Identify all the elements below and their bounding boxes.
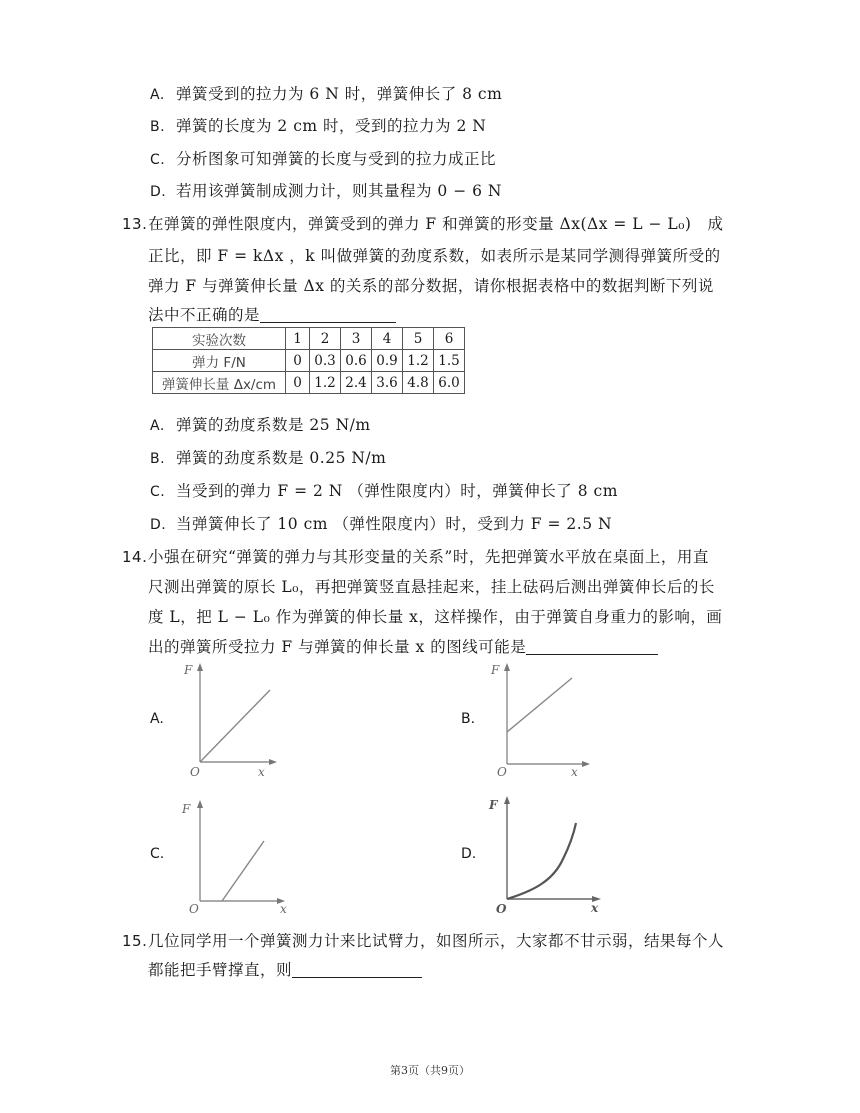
q14-line-2: 尺测出弹簧的原长 L₀，再把弹簧竖直悬挂起来，挂上砝码后测出弹簧伸长后的长 <box>148 578 715 596</box>
q14-graph-c-ylabel: F <box>182 802 191 816</box>
table-cell: 3 <box>341 328 372 350</box>
q13-number: 13. <box>122 215 148 233</box>
q14-graph-c-xlabel: x <box>280 902 287 916</box>
table-cell: 6 <box>434 328 465 350</box>
q15-number: 15. <box>122 932 148 950</box>
table-header-cell: 实验次数 <box>153 328 286 350</box>
q14-number: 14. <box>122 548 148 566</box>
table-cell: 2.4 <box>341 372 372 394</box>
table-cell: 3.6 <box>372 372 403 394</box>
q14-answer-blank[interactable] <box>526 638 658 655</box>
table-row <box>153 372 465 394</box>
q14-graph-b <box>485 660 595 780</box>
table-header-cell: 弹力 F/N <box>153 350 286 372</box>
table-cell: 1.2 <box>403 350 434 372</box>
q13-option-d: D. 当弹簧伸长了 10 cm （弹性限度内）时，受到力 F = 2.5 N <box>150 515 613 533</box>
q14-option-b-label: B. <box>461 711 476 727</box>
q14-graph-d-origin: O <box>496 902 507 916</box>
q13-option-c: C. 当受到的弹力 F = 2 N （弹性限度内）时，弹簧伸长了 8 cm <box>150 482 618 500</box>
q14-graph-d-ylabel: F <box>489 798 498 812</box>
q13-option-b: B. 弹簧的劲度系数是 0.25 N/m <box>150 449 387 467</box>
q14-option-c-label: C. <box>150 846 165 862</box>
q13-data-table <box>152 327 465 394</box>
q14-graph-d <box>483 793 608 918</box>
q14-line-1: 14.小强在研究“弹簧的弹力与其形变量的关系”时，先把弹簧水平放在桌面上，用直 <box>122 548 709 566</box>
table-cell: 4 <box>372 328 403 350</box>
q14-graph-a-ylabel: F <box>184 663 193 677</box>
q13-line-2: 正比，即 F = kΔx ，k 叫做弹簧的劲度系数，如表所示是某同学测得弹簧所受的 <box>148 247 721 265</box>
q14-graph-a <box>178 660 278 780</box>
q12-option-c: C. 分析图象可知弹簧的长度与受到的拉力成正比 <box>150 150 497 168</box>
table-cell: 1.5 <box>434 350 465 372</box>
q14-graph-a-origin: O <box>190 765 200 779</box>
q14-graph-a-xlabel: x <box>258 765 265 779</box>
q14-line-4: 出的弹簧所受拉力 F 与弹簧的伸长量 x 的图线可能是 <box>148 635 658 657</box>
q15-line-2: 都能把手臂撑直，则 <box>148 958 422 980</box>
q14-option-d-label: D. <box>461 846 477 862</box>
q13-answer-blank[interactable] <box>260 306 396 323</box>
table-cell: 0.9 <box>372 350 403 372</box>
page-footer: 第3页（共9页） <box>390 1064 470 1077</box>
q12-option-a: A. 弹簧受到的拉力为 6 N 时，弹簧伸长了 8 cm <box>150 85 503 103</box>
q15-line-1: 15.几位同学用一个弹簧测力计来比试臂力，如图所示，大家都不甘示弱，结果每个人 <box>122 932 725 950</box>
table-cell: 0.3 <box>310 350 341 372</box>
q13-line-3: 弹力 F 与弹簧伸长量 Δx 的关系的部分数据，请你根据表格中的数据判断下列说 <box>148 277 714 295</box>
q12-option-b: B. 弹簧的长度为 2 cm 时，受到的拉力为 2 N <box>150 117 487 135</box>
q14-graph-c <box>176 797 291 917</box>
table-cell: 0 <box>286 372 310 394</box>
q13-line-4: 法中不正确的是 <box>148 303 396 325</box>
table-cell: 4.8 <box>403 372 434 394</box>
q12-option-d: D. 若用该弹簧制成测力计，则其量程为 0 − 6 N <box>150 182 502 200</box>
q14-graph-b-origin: O <box>497 765 507 779</box>
q13-line-1: 13.在弹簧的弹性限度内，弹簧受到的弹力 F 和弹簧的形变量 Δx(Δx = L − L₀) 成 <box>122 215 724 233</box>
q14-graph-b-ylabel: F <box>491 663 500 677</box>
q14-line-3: 度 L，把 L − L₀ 作为弹簧的伸长量 x，这样操作，由于弹簧自身重力的影响，画 <box>148 608 723 626</box>
table-row <box>153 328 465 350</box>
table-cell: 5 <box>403 328 434 350</box>
table-cell: 6.0 <box>434 372 465 394</box>
table-cell: 0 <box>286 350 310 372</box>
q14-graph-b-xlabel: x <box>571 765 578 779</box>
q14-option-a-label: A. <box>150 711 164 727</box>
q15-answer-blank[interactable] <box>292 961 422 978</box>
table-cell: 1.2 <box>310 372 341 394</box>
table-cell: 0.6 <box>341 350 372 372</box>
q14-graph-c-origin: O <box>189 902 199 916</box>
table-cell: 1 <box>286 328 310 350</box>
q13-option-a: A. 弹簧的劲度系数是 25 N/m <box>150 416 371 434</box>
q14-graph-d-xlabel: x <box>591 901 599 915</box>
table-header-cell: 弹簧伸长量 Δx/cm <box>153 372 286 394</box>
table-cell: 2 <box>310 328 341 350</box>
table-row <box>153 350 465 372</box>
